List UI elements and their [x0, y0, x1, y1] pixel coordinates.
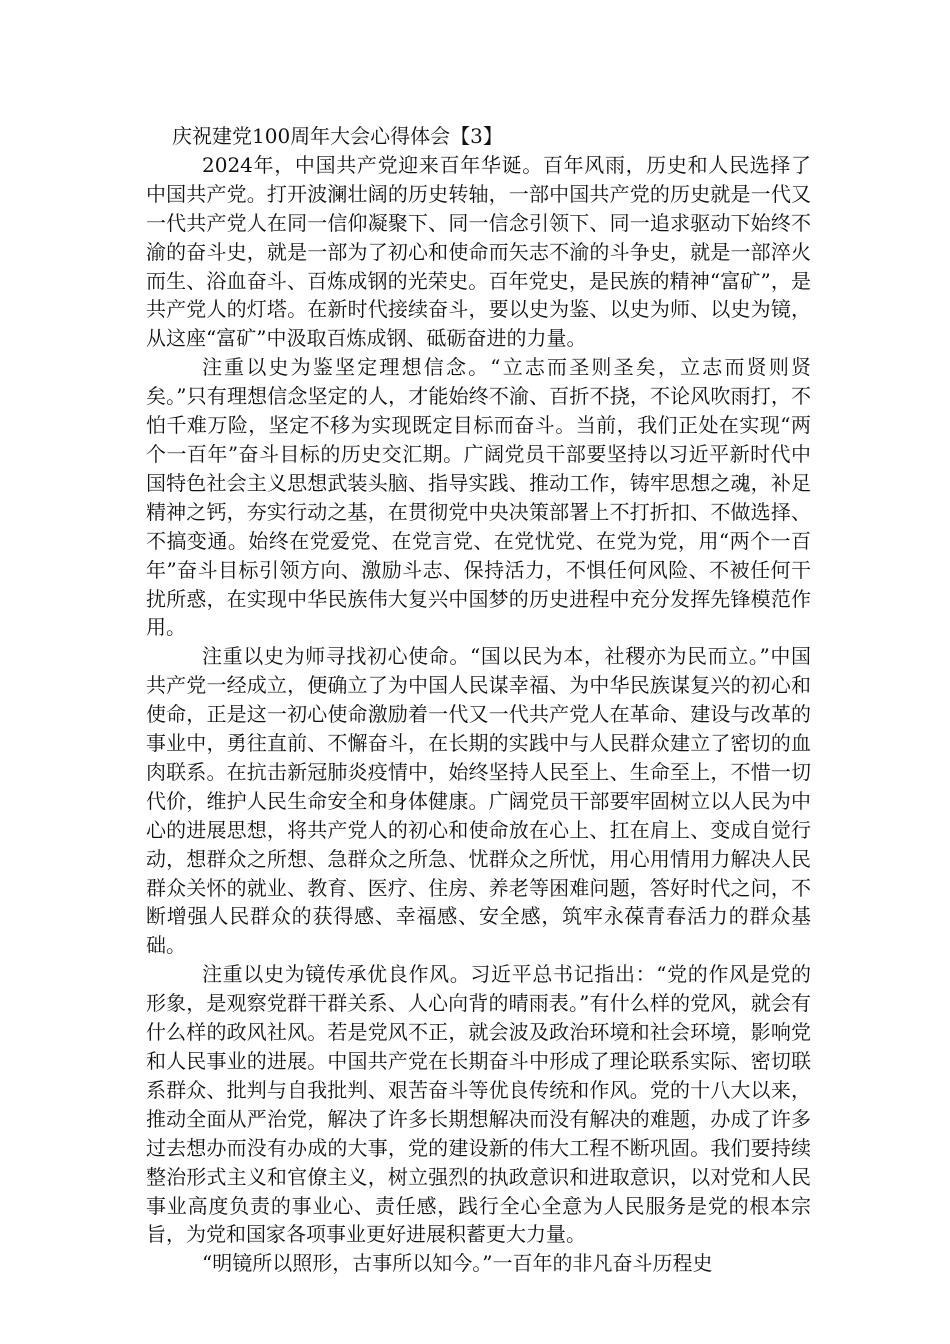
paragraph-mission: 注重以史为师寻找初心使命。“国以民为本，社稷亦为民而立。”中国共产党一经成立，便确立了为中国人民谋幸福、为中华民族谋复兴的初心和使命，正是这一初心使命激励着一代又一代共产党人在革命、建设与改革的事业中，勇往直前、不懈奋斗，在长期的实践中与人民群众建立了密切的血肉联系。在抗击新冠肺炎疫情中，始终坚持人民至上、生命至上，不惜一切代价，维护人民生命安全和身体健康。广阔党员干部要牢固树立以人民为中心的进展思想，将共产党人的初心和使命放在心上、扛在肩上、变成自觉行动，想群众之所想、急群众之所急、忧群众之所忧，用心用情用力解决人民群众关怀的就业、教育、医疗、住房、养老等困难问题，答好时代之问，不断增强人民群众的获得感、幸福感、安全感，筑牢永葆青春活力的群众基础。 [146, 644, 811, 958]
paragraph-intro: 2024年，中国共产党迎来百年华诞。百年风雨，历史和人民选择了中国共产党。打开波澜壮阔的历史转轴，一部中国共产党的历史就是一代又一代共产党人在同一信仰凝聚下、同一信念引领下、同一追求驱动下始终不渝的奋斗史，就是一部为了初心和使命而矢志不渝的斗争史，就是一部淬火而生、浴血奋斗、百炼成钢的光荣史。百年党史，是民族的精神“富矿”，是共产党人的灯塔。在新时代接续奋斗，要以史为鉴、以史为师、以史为镜，从这座“富矿”中汲取百炼成钢、砥砺奋进的力量。 [146, 152, 811, 351]
paragraph-ideals: 注重以史为鉴坚定理想信念。“立志而圣则圣矣，立志而贤则贤矣。”只有理想信念坚定的人，才能始终不渝、百折不挠，不论风吹雨打，不怕千难万险，坚定不移为实现既定目标而奋斗。当前，我们正处在实现“两个一百年”奋斗目标的历史交汇期。广阔党员干部要坚持以习近平新时代中国特色社会主义思想武装头脑、指导实践、推动工作，铸牢思想之魂，补足精神之钙，夯实行动之基，在贯彻党中央决策部署上不打折扣、不做选择、不搞变通。始终在党爱党、在党言党、在党忧党、在党为党，用“两个一百年”奋斗目标引领方向、激励斗志、保持活力，不惧任何风险、不被任何干扰所惑，在实现中华民族伟大复兴中国梦的历史进程中充分发挥先锋模范作用。 [146, 355, 811, 640]
paragraph-style: 注重以史为镜传承优良作风。习近平总书记指出：“党的作风是党的形象，是观察党群干群关系、人心向背的晴雨表。”有什么样的党风，就会有什么样的政风社风。若是党风不正，就会波及政治环境和社会环境，影响党和人民事业的进展。中国共产党在长期奋斗中形成了理论联系实际、密切联系群众、批判与自我批判、艰苦奋斗等优良传统和作风。党的十八大以来，推动全面从严治党，解决了许多长期想解决而没有解决的难题，办成了许多过去想办而没有办成的大事，党的建设新的伟大工程不断巩固。我们要持续整治形式主义和官僚主义，树立强烈的执政意识和进取意识，以对党和人民事业高度负责的事业心、责任感，践行全心全意为人民服务是党的根本宗旨，为党和国家各项事业更好进展积蓄更大力量。 [146, 962, 811, 1247]
paragraph-mirror: “明镜所以照形，古事所以知今。”一百年的非凡奋斗历程史 [202, 1251, 713, 1276]
document-body [146, 122, 811, 1278]
document-title: 庆祝建党100周年大会心得体会【3】 [172, 124, 503, 148]
